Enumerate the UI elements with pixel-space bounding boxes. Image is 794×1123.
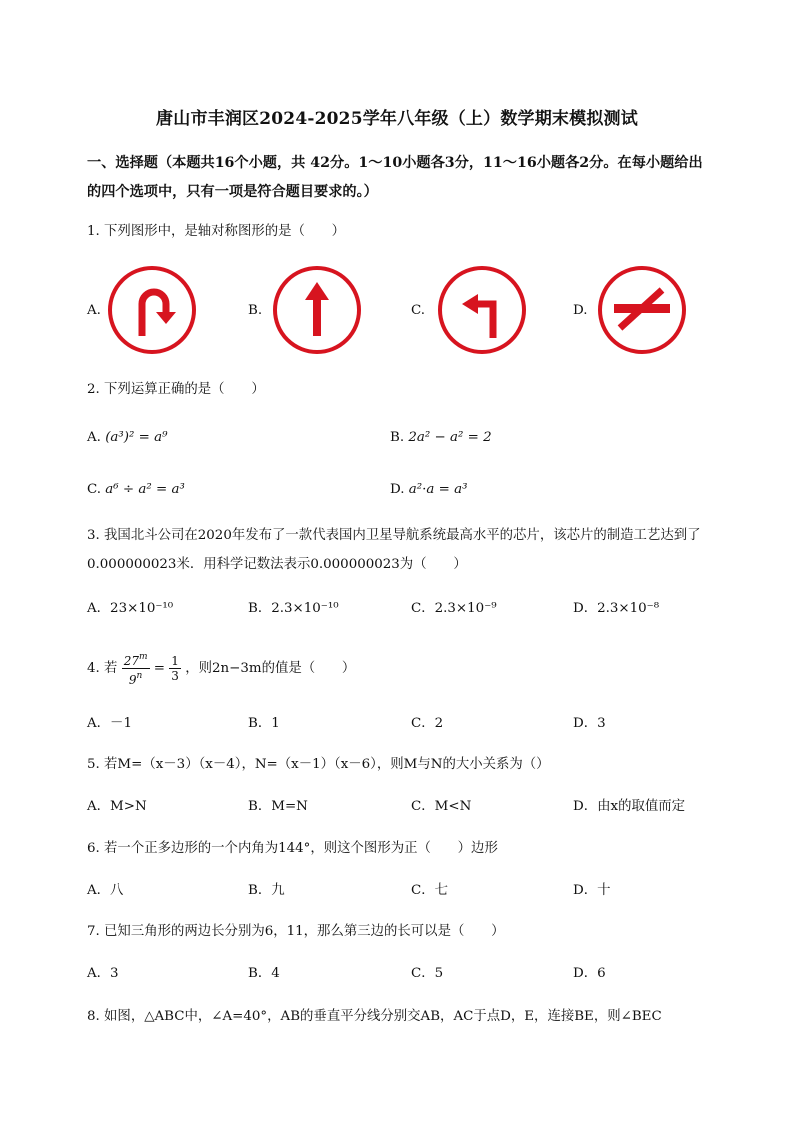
q2-option-b xyxy=(390,428,492,448)
u-turn-sign-icon xyxy=(106,264,198,356)
q4-option-d: D．3 xyxy=(573,716,606,731)
q4-left-numerator: 27 xyxy=(123,654,139,668)
q1-option-b-label: B. xyxy=(248,303,263,318)
left-turn-sign-icon xyxy=(436,264,528,356)
q1-option-a-label: A. xyxy=(87,303,101,318)
q4-equals: = xyxy=(153,661,166,676)
q4-option-c: C．2 xyxy=(411,716,444,731)
q5-option-b: B．M=N xyxy=(248,799,308,814)
q5-option-d: D．由x的取值而定 xyxy=(573,799,686,814)
q7-option-c: C．5 xyxy=(411,966,444,981)
section-heading: 一、选择题（本题共16个小题，共 42分。1～10小题各3分，11～16小题各2分。在每小题给出的四个选项中，只有一项是符合题目要求的。） xyxy=(87,155,703,200)
q2-option-a-expression: (a³)² = a⁹ xyxy=(105,430,168,445)
question-2-stem: 2. 下列运算正确的是（ ） xyxy=(87,382,265,397)
no-overtaking-slash-sign-icon xyxy=(596,264,688,356)
q4-left-fraction xyxy=(122,650,150,687)
question-6-stem: 6. 若一个正多边形的一个内角为144°，则这个图形为正（ ）边形 xyxy=(87,841,498,856)
straight-ahead-sign-icon xyxy=(271,264,363,356)
q2-option-c xyxy=(87,480,185,500)
q1-option-d-label: D. xyxy=(573,303,588,318)
q6-option-b: B．九 xyxy=(248,883,285,898)
q6-option-c: C．七 xyxy=(411,883,449,898)
q2-option-d xyxy=(390,480,467,500)
q7-option-a: A．3 xyxy=(87,966,119,981)
q2-option-d-label: D. xyxy=(390,482,405,497)
q4-option-b: B．1 xyxy=(248,716,280,731)
question-5-stem: 5. 若M=（x－3）（x－4），N=（x－1）（x－6），则M与N的大小关系为（） xyxy=(87,757,550,772)
q4-left-denominator: 9 xyxy=(128,673,137,687)
question-4-stem xyxy=(87,650,355,687)
q2-option-c-label: C. xyxy=(87,482,102,497)
q6-option-a: A．八 xyxy=(87,883,124,898)
q2-option-b-expression: 2a² − a² = 2 xyxy=(408,430,492,445)
q7-option-b: B．4 xyxy=(248,966,280,981)
q2-option-b-label: B. xyxy=(390,430,405,445)
q1-option-c-label: C. xyxy=(411,303,426,318)
question-7-stem: 7. 已知三角形的两边长分别为6，11，那么第三边的长可以是（ ） xyxy=(87,924,505,939)
q5-option-a: A．M>N xyxy=(87,799,147,814)
q5-option-c: C．M<N xyxy=(411,799,472,814)
q3-option-a: A．23×10⁻¹⁰ xyxy=(87,601,174,616)
q3-option-c: C．2.3×10⁻⁹ xyxy=(411,601,497,616)
page-title: 唐山市丰润区2024-2025学年八年级（上）数学期末模拟测试 xyxy=(156,109,638,129)
question-3-stem: 3. 我国北斗公司在2020年发布了一款代表国内卫星导航系统最高水平的芯片，该芯片的制造工艺达到了0.000000023米．用科学记数法表示0.000000023为（ ） xyxy=(87,528,701,572)
q2-option-d-expression: a²·a = a³ xyxy=(408,482,468,497)
question-8-stem: 8. 如图，△ABC中，∠A=40°，AB的垂直平分线分别交AB，AC于点D，E，连接BE，则∠BEC xyxy=(87,1009,662,1024)
q4-prefix: 4. 若 xyxy=(87,661,118,676)
q4-option-a: A．－1 xyxy=(87,716,132,731)
q4-numerator-exponent: m xyxy=(138,652,148,662)
q4-suffix: ，则2n−3m的值是（ ） xyxy=(185,661,356,676)
q4-right-denominator: 3 xyxy=(171,669,179,683)
q4-denominator-exponent: n xyxy=(136,671,143,681)
q2-option-c-expression: a⁶ ÷ a² = a³ xyxy=(105,482,185,497)
q4-right-numerator: 1 xyxy=(171,654,179,668)
q6-option-d: D．十 xyxy=(573,883,611,898)
q3-option-d: D．2.3×10⁻⁸ xyxy=(573,601,660,616)
q3-option-b: B．2.3×10⁻¹⁰ xyxy=(248,601,339,616)
q2-option-a xyxy=(87,428,167,448)
q7-option-d: D．6 xyxy=(573,966,606,981)
q4-right-fraction xyxy=(169,654,181,683)
question-1-stem: 1. 下列图形中，是轴对称图形的是（ ） xyxy=(87,224,346,239)
q2-option-a-label: A. xyxy=(87,430,101,445)
